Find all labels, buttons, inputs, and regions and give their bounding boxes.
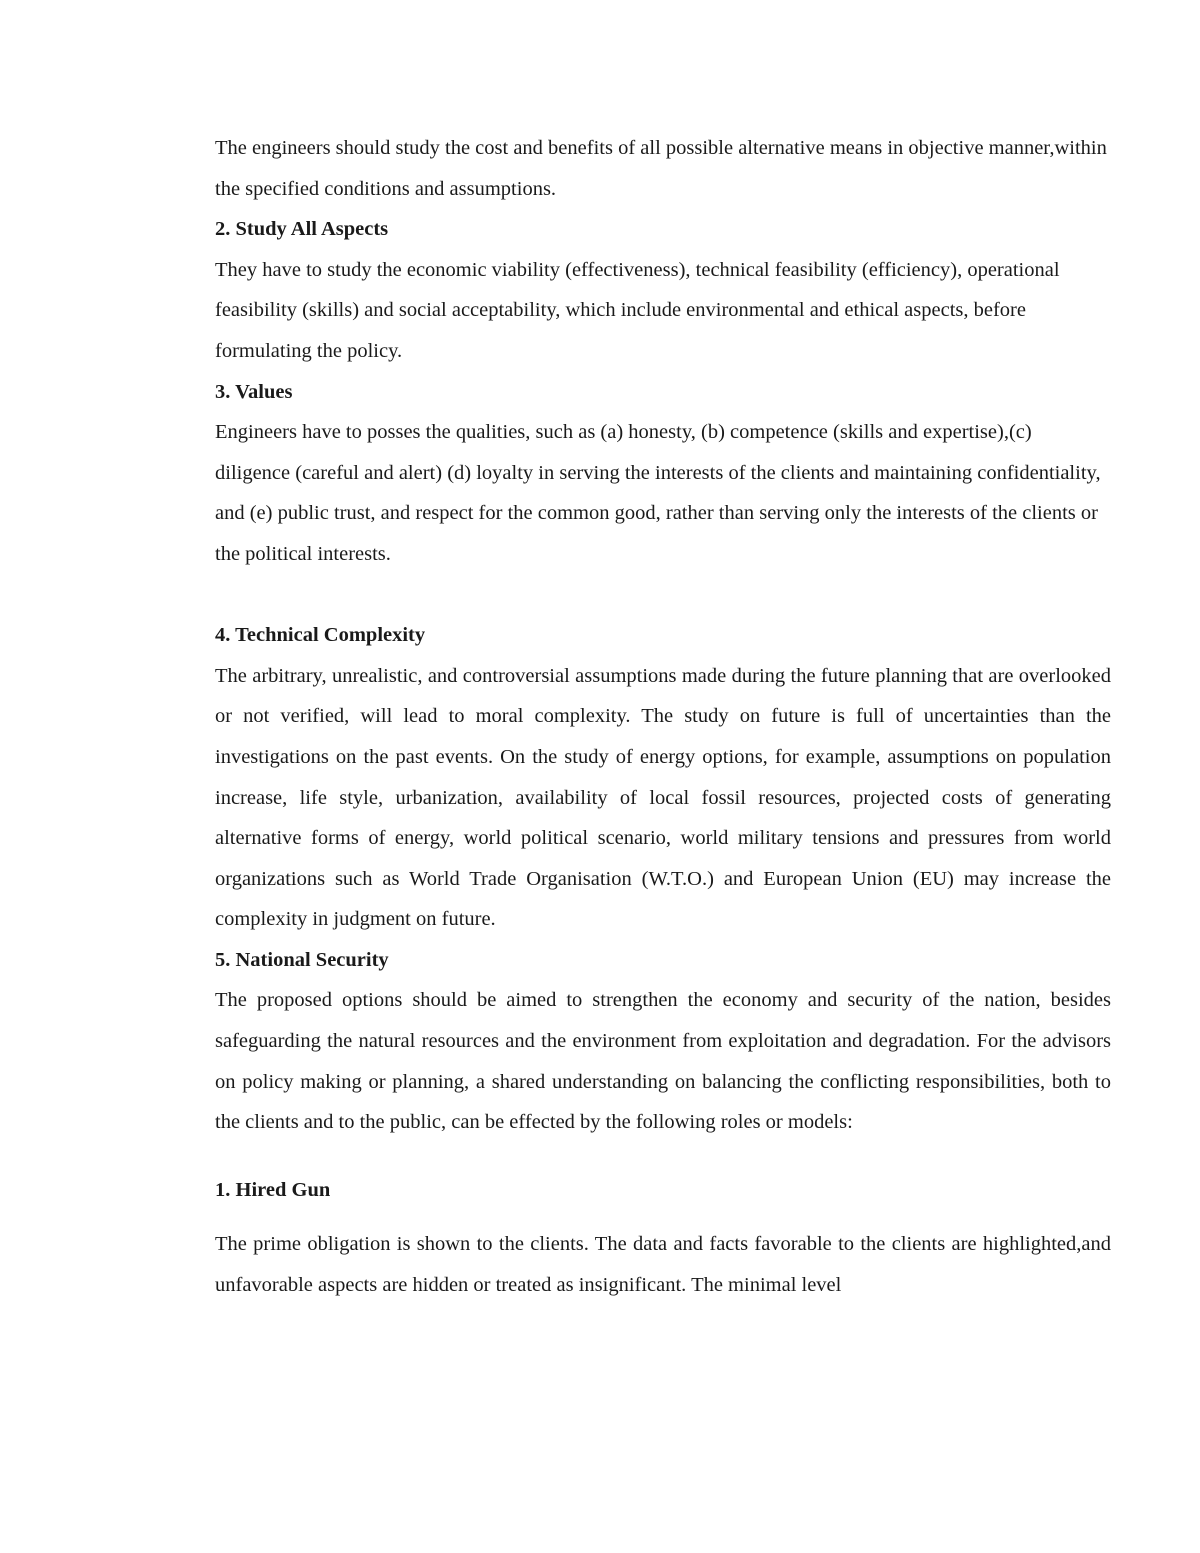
section-body-hired-gun: The prime obligation is shown to the clients. The data and facts favorable to the clients are highlighted,and unfavorable aspects are hidden or treated as insignificant. The minimal level [215,1233,1111,1297]
section-body-technical-complexity: The arbitrary, unrealistic, and controversial assumptions made during the future planning that are overlooked or not verified, will lead to moral complexity. The study on future is full of uncertainties than the investigations on the past events. On the study of energy options, for example, assumptions on population increase, life style, urbanization, availability of local fossil resources, projected costs of generating alternative forms of energy, world political scenario, world military tensions and pressures from world organizations such as World Trade Organisation (W.T.O.) and European Union (EU) may increase the complexity in judgment on future. [215,664,1111,931]
section-body-national-security: The proposed options should be aimed to strengthen the economy and security of the nation, besides safeguarding the natural resources and the environment from exploitation and degradation. For the advisors on policy making or planning, a shared understanding on balancing the conflicting responsibilities, both to the clients and to the public, can be effected by the following roles or models: [215,989,1111,1134]
section-body-study-all-aspects: They have to study the economic viability (effectiveness), technical feasibility (efficiency), operational feasibility (skills) and social acceptability, which include environmental and ethical aspects, before formulating the policy. [215,258,1060,362]
section-heading-study-all-aspects: 2. Study All Aspects [215,218,389,241]
section-heading-national-security: 5. National Security [215,948,389,971]
section-body-values: Engineers have to posses the qualities, such as (a) honesty, (b) competence (skills and expertise),(c) diligence (careful and alert) (d) loyalty in serving the interests of the clients and maintaining confidentiality, and (e) public trust, and respect for the common good, rather than serving only the interests of the clients or the political interests. [215,421,1101,565]
section-heading-technical-complexity: 4. Technical Complexity [215,624,426,647]
intro-paragraph: The engineers should study the cost and benefits of all possible alternative means in objective manner,within the specified conditions and assumptions. [215,137,1107,200]
document-body [215,128,1111,1306]
section-heading-hired-gun: 1. Hired Gun [215,1178,331,1201]
section-heading-values: 3. Values [215,380,293,403]
